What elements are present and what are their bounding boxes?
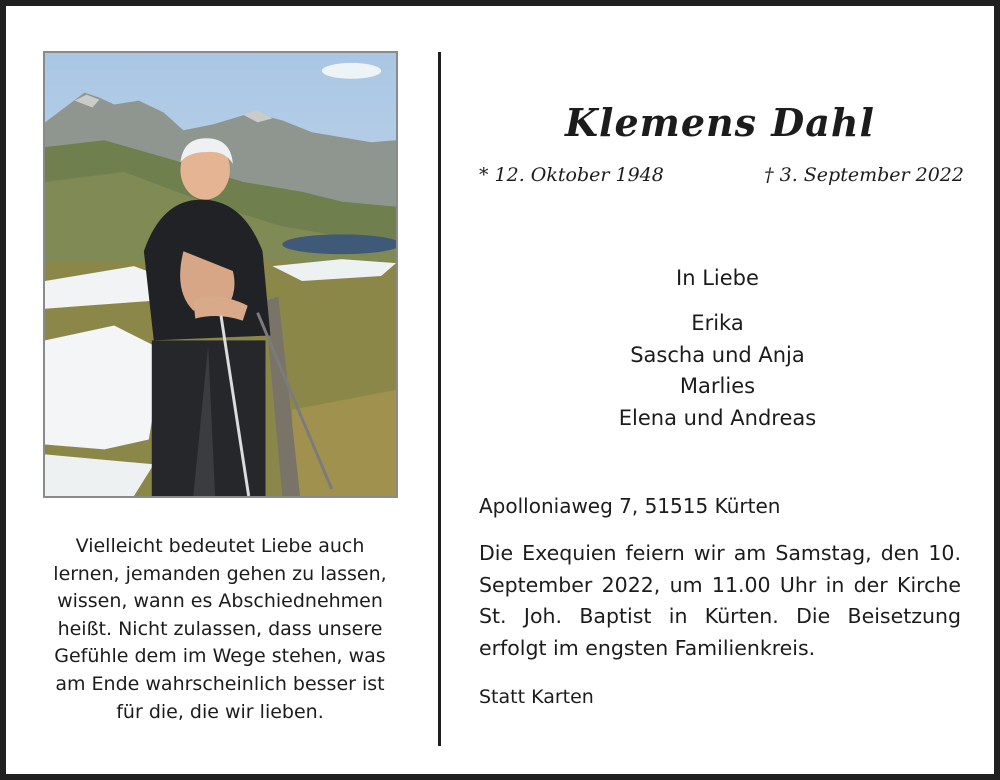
quote-line: Gefühle dem im Wege stehen, was (54, 645, 386, 668)
vertical-divider (438, 52, 441, 746)
memorial-quote (40, 533, 400, 726)
quote-line: am Ende wahrscheinlich besser ist (55, 672, 385, 695)
portrait-photo (43, 51, 398, 498)
portrait-photo-illustration (45, 53, 396, 496)
death-date: † 3. September 2022 (764, 164, 964, 186)
mourner-name: Sascha und Anja (630, 342, 805, 367)
service-details: Die Exequien feiern wir am Samstag, den 10. September 2022, um 11.00 Uhr in der Kirche St. Joh. Baptist in Kürten. Die Beisetzung erfolgt im engsten Familienkreis. (479, 541, 961, 660)
mourner-name: Erika (691, 311, 744, 335)
quote-line: Vielleicht bedeutet Liebe auch (75, 535, 365, 557)
quote-line: für die, die wir lieben. (116, 700, 324, 723)
closing-note: Statt Karten (479, 686, 594, 708)
mourners-intro: In Liebe (676, 266, 759, 290)
quote-line: heißt. Nicht zulassen, dass unsere (57, 617, 383, 640)
family-address: Apolloniaweg 7, 51515 Kürten (479, 494, 781, 518)
deceased-name: Klemens Dahl (565, 100, 875, 145)
mourners-list (470, 308, 965, 434)
birth-date: * 12. Oktober 1948 (479, 164, 664, 186)
quote-line: wissen, wann es Abschiednehmen (57, 590, 383, 613)
mourner-name: Marlies (679, 374, 756, 398)
mourner-name: Elena und Andreas (618, 405, 817, 430)
quote-line: lernen, jemanden gehen zu lassen, (53, 562, 387, 585)
life-dates (479, 164, 964, 194)
